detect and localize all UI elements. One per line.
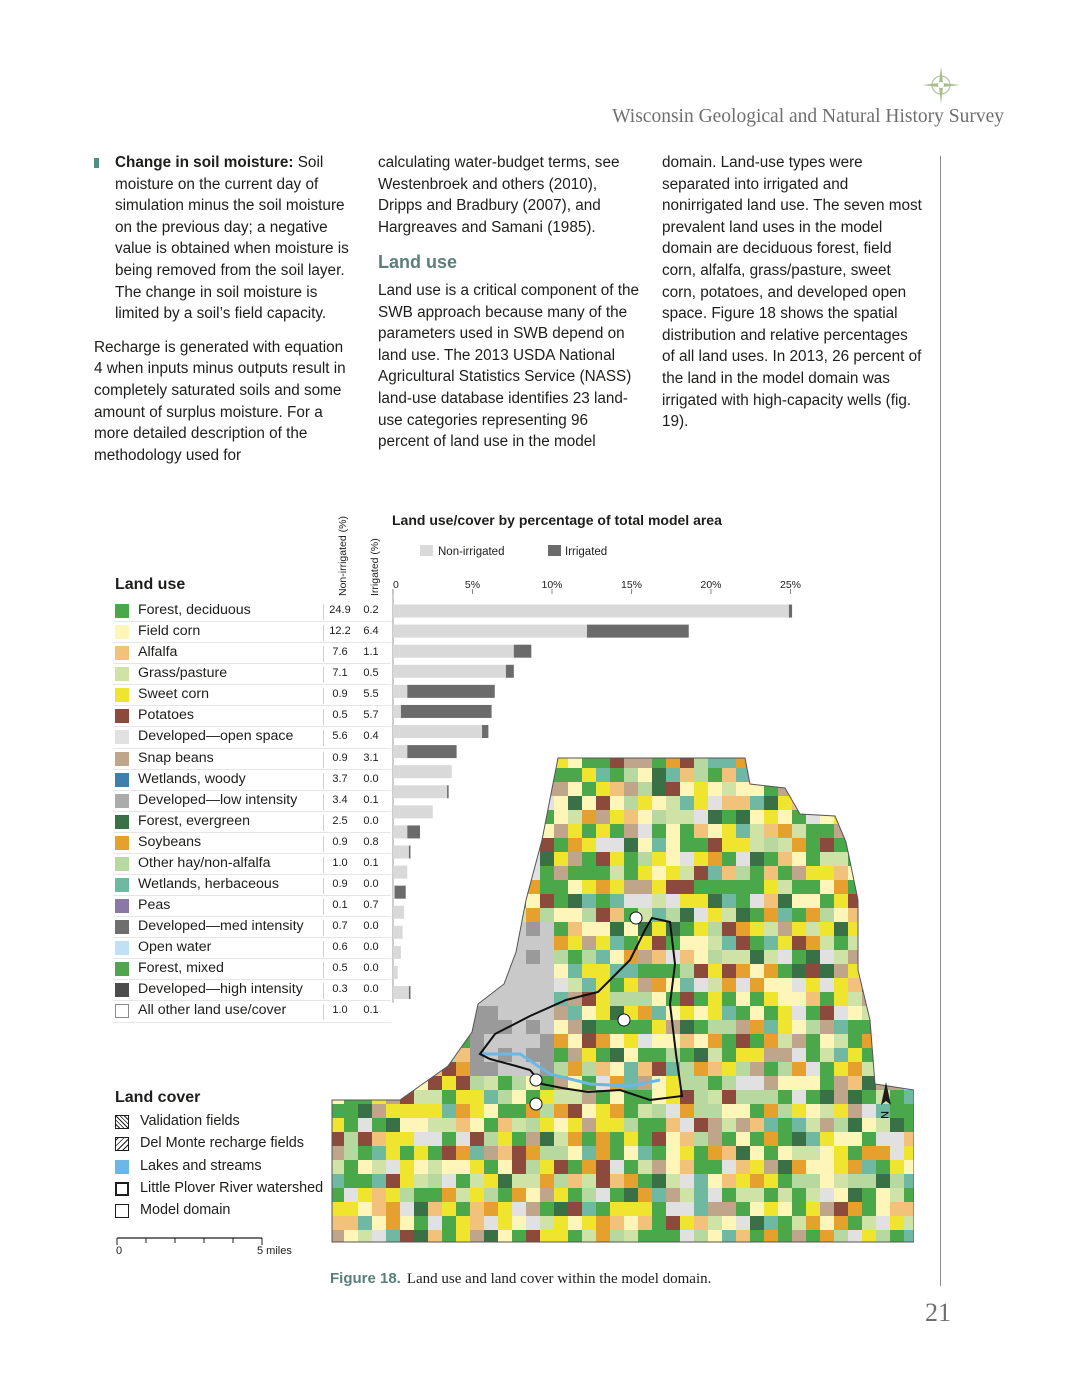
bar-non-irrigated bbox=[393, 665, 506, 678]
land-use-label: Forest, mixed bbox=[138, 960, 224, 977]
north-label: N bbox=[878, 1111, 890, 1119]
land-use-label: Potatoes bbox=[138, 707, 195, 724]
land-use-row bbox=[113, 643, 391, 664]
irrigated-value: 1.1 bbox=[363, 646, 379, 659]
caption-text: Land use and land cover within the model domain. bbox=[406, 1271, 712, 1287]
land-use-swatch bbox=[115, 646, 129, 660]
irrigated-value: 0.0 bbox=[363, 878, 379, 891]
irrigated-value: 0.1 bbox=[363, 1004, 379, 1017]
land-use-map bbox=[330, 751, 914, 1246]
x-tick-label: 10% bbox=[541, 579, 563, 591]
land-cover-label: Little Plover River watershed bbox=[140, 1179, 324, 1196]
land-cover-title: Land cover bbox=[115, 1089, 201, 1106]
delmonte-hatch-icon bbox=[115, 1137, 129, 1151]
land-cover-label: Del Monte recharge fields bbox=[140, 1135, 304, 1152]
irrigated-value: 0.5 bbox=[363, 667, 379, 680]
land-use-row bbox=[113, 664, 391, 685]
bar-non-irrigated bbox=[393, 625, 587, 638]
bar-irrigated bbox=[506, 665, 514, 678]
column-header-non-irrigated: Non-irrigated (%) bbox=[337, 516, 349, 596]
land-use-swatch bbox=[115, 667, 129, 681]
land-use-row bbox=[113, 706, 391, 727]
bullet-marker bbox=[94, 158, 99, 168]
land-use-label: Sweet corn bbox=[138, 686, 209, 703]
land-use-swatch bbox=[115, 878, 129, 892]
figure-caption bbox=[330, 1270, 711, 1288]
non-irrigated-value: 5.6 bbox=[323, 730, 356, 746]
non-irrigated-value: 3.7 bbox=[323, 773, 356, 789]
land-use-label: Developed—high intensity bbox=[138, 981, 303, 998]
x-tick-label: 15% bbox=[620, 579, 643, 591]
paragraph: calculating water-budget terms, see Westenbroek and others (2010), Dripps and Bradbury (2007), and Hargreaves and Samani (1985). bbox=[378, 154, 620, 236]
irrigated-value: 0.0 bbox=[363, 920, 379, 933]
x-tick-label: 25% bbox=[779, 579, 802, 591]
caption-label: Figure 18. bbox=[330, 1270, 401, 1287]
watershed-outline-icon bbox=[115, 1182, 129, 1196]
land-use-swatch bbox=[115, 857, 129, 871]
page-number: 21 bbox=[925, 1298, 951, 1327]
land-use-swatch bbox=[115, 983, 129, 997]
non-irrigated-value: 7.1 bbox=[323, 667, 356, 683]
non-irrigated-value: 0.9 bbox=[323, 688, 356, 704]
land-cover-item bbox=[113, 1112, 353, 1134]
margin-rule bbox=[940, 156, 941, 1286]
text-column-1 bbox=[94, 152, 352, 466]
land-use-label: Forest, evergreen bbox=[138, 812, 250, 829]
non-irrigated-value: 2.5 bbox=[323, 815, 356, 831]
non-irrigated-value: 0.1 bbox=[323, 899, 356, 915]
land-use-swatch bbox=[115, 709, 129, 723]
irrigated-value: 0.0 bbox=[363, 962, 379, 975]
land-use-row bbox=[113, 685, 391, 706]
non-irrigated-value: 24.9 bbox=[323, 604, 356, 620]
paragraph: Land use is a critical component of the SWB approach because many of the parameters used in SWB depend on land use. The 2013 USDA National Agricultural Statistics Service (NASS) land-use database identifies 23 land-use categories representing 96 percent of land use in the model bbox=[378, 281, 640, 451]
text-column-2 bbox=[378, 152, 640, 453]
non-irrigated-value: 0.5 bbox=[323, 709, 356, 725]
map-mosaic bbox=[330, 751, 914, 1246]
non-irrigated-value: 7.6 bbox=[323, 646, 356, 662]
land-use-swatch bbox=[115, 752, 129, 766]
land-use-swatch bbox=[115, 899, 129, 913]
irrigated-value: 0.2 bbox=[363, 604, 379, 616]
irrigated-value: 6.4 bbox=[363, 625, 379, 638]
land-use-swatch bbox=[115, 688, 129, 702]
irrigated-value: 0.1 bbox=[363, 793, 379, 806]
land-use-label: Developed—med intensity bbox=[138, 918, 304, 935]
bar-irrigated bbox=[514, 645, 531, 658]
land-use-label: Open water bbox=[138, 939, 212, 956]
bar-irrigated bbox=[482, 725, 488, 738]
bar-non-irrigated bbox=[393, 725, 482, 738]
non-irrigated-value: 1.0 bbox=[323, 1004, 356, 1020]
non-irrigated-value: 0.5 bbox=[323, 962, 356, 978]
recharge-field-marker bbox=[530, 1074, 542, 1086]
scale-bar bbox=[116, 1236, 266, 1246]
land-use-swatch bbox=[115, 794, 129, 808]
land-cover-label: Validation fields bbox=[140, 1113, 240, 1129]
land-use-label: Developed—open space bbox=[138, 728, 294, 745]
land-use-row bbox=[113, 727, 391, 748]
legend-swatch-non-irrigated bbox=[420, 545, 433, 556]
legend-label-non-irrigated: Non-irrigated bbox=[438, 546, 505, 558]
legend-swatch-irrigated bbox=[548, 545, 561, 556]
bar-irrigated bbox=[401, 705, 492, 718]
irrigated-value: 0.1 bbox=[363, 856, 379, 869]
non-irrigated-value: 0.7 bbox=[323, 920, 356, 936]
land-use-swatch bbox=[115, 836, 129, 850]
non-irrigated-value: 0.9 bbox=[323, 836, 356, 852]
bullet-text: Soil moisture on the current day of simulation minus the soil moisture on the previous day; a negative value is obtained when moisture is being removed from the soil layer. The change in soil moisture is limited by a soil’s field capacity. bbox=[115, 154, 349, 323]
land-use-label: Developed—low intensity bbox=[138, 791, 298, 808]
bar-non-irrigated bbox=[393, 685, 407, 698]
paragraph: Recharge is generated with equation 4 when inputs minus outputs result in completely saturated soils and some amount of surplus moisture. For a more detailed description of the methodology used for bbox=[94, 338, 346, 464]
land-use-swatch bbox=[115, 941, 129, 955]
irrigated-value: 5.5 bbox=[363, 688, 379, 701]
land-use-swatch bbox=[115, 773, 129, 787]
land-cover-item bbox=[113, 1179, 353, 1201]
land-use-swatch bbox=[115, 1004, 129, 1018]
non-irrigated-value: 12.2 bbox=[323, 625, 356, 641]
non-irrigated-value: 0.3 bbox=[323, 983, 356, 999]
paragraph: domain. Land-use types were separated into irrigated and nonirrigated land use. The seven most prevalent land uses in the model domain are deciduous forest, field corn, alfalfa, grass/pasture, sweet corn, potatoes, and developed open space. Figure 18 shows the spatial distribution and relative percentages of all land uses. In 2013, 26 percent of the land in the model domain was irrigated with high-capacity wells (fig. 19). bbox=[662, 154, 922, 431]
recharge-field-marker bbox=[630, 912, 642, 924]
irrigated-value: 0.0 bbox=[363, 814, 379, 827]
land-use-row bbox=[113, 601, 391, 622]
x-tick-label: 0 bbox=[393, 579, 399, 591]
land-cover-label: Lakes and streams bbox=[140, 1157, 262, 1174]
land-use-title: Land use bbox=[115, 576, 186, 593]
water-swatch-icon bbox=[115, 1160, 129, 1174]
non-irrigated-value: 0.6 bbox=[323, 941, 356, 957]
north-arrow-icon bbox=[877, 1081, 895, 1123]
land-use-swatch bbox=[115, 815, 129, 829]
land-use-label: Wetlands, herbaceous bbox=[138, 876, 279, 893]
legend-label-irrigated: Irrigated bbox=[565, 546, 608, 558]
land-use-row bbox=[113, 622, 391, 643]
bullet-item bbox=[94, 152, 352, 325]
non-irrigated-value: 1.0 bbox=[323, 857, 356, 873]
land-use-label: Grass/pasture bbox=[138, 665, 228, 682]
land-cover-item bbox=[113, 1134, 353, 1156]
bar-non-irrigated bbox=[393, 605, 789, 618]
land-use-label: Wetlands, woody bbox=[138, 770, 246, 787]
irrigated-value: 0.0 bbox=[363, 983, 379, 996]
land-use-label: Soybeans bbox=[138, 833, 202, 850]
land-use-label: Peas bbox=[138, 897, 171, 914]
land-use-swatch bbox=[115, 962, 129, 976]
scale-end-label: 5 miles bbox=[257, 1245, 292, 1257]
bar-irrigated bbox=[587, 625, 689, 638]
header-organization: Wisconsin Geological and Natural History Survey bbox=[612, 106, 1004, 127]
non-irrigated-value: 3.4 bbox=[323, 794, 356, 810]
land-use-label: Alfalfa bbox=[138, 644, 178, 661]
model-domain-outline-icon bbox=[115, 1204, 129, 1218]
x-tick-label: 5% bbox=[464, 579, 481, 591]
irrigated-value: 0.7 bbox=[363, 899, 379, 912]
land-use-label: Snap beans bbox=[138, 749, 214, 766]
x-tick-label: 20% bbox=[700, 579, 722, 591]
irrigated-value: 0.8 bbox=[363, 835, 379, 848]
non-irrigated-value: 0.9 bbox=[323, 752, 356, 768]
chart-title: Land use/cover by percentage of total model area bbox=[392, 512, 722, 528]
land-cover-item bbox=[113, 1157, 353, 1179]
land-use-label: All other land use/cover bbox=[138, 1002, 287, 1019]
irrigated-value: 0.0 bbox=[363, 941, 379, 954]
validation-hatch-icon bbox=[115, 1115, 129, 1129]
irrigated-value: 5.7 bbox=[363, 709, 379, 722]
land-use-swatch bbox=[115, 625, 129, 639]
compass-rose-icon bbox=[920, 64, 962, 106]
land-use-label: Other hay/non-alfalfa bbox=[138, 854, 271, 871]
bar-irrigated bbox=[789, 605, 792, 618]
scale-start-label: 0 bbox=[116, 1245, 123, 1257]
land-use-label: Forest, deciduous bbox=[138, 602, 251, 618]
land-use-swatch bbox=[115, 730, 129, 744]
bar-non-irrigated bbox=[393, 645, 514, 658]
bullet-term: Change in soil moisture: bbox=[115, 154, 294, 171]
irrigated-value: 3.1 bbox=[363, 751, 379, 764]
land-cover-legend bbox=[113, 1112, 353, 1223]
bar-irrigated bbox=[407, 685, 494, 698]
land-cover-item bbox=[113, 1201, 353, 1223]
land-use-swatch bbox=[115, 604, 129, 618]
recharge-field-marker bbox=[530, 1098, 542, 1110]
land-use-label: Field corn bbox=[138, 623, 201, 640]
recharge-field-marker bbox=[618, 1014, 630, 1026]
land-cover-label: Model domain bbox=[140, 1202, 231, 1219]
irrigated-value: 0.4 bbox=[363, 730, 379, 743]
column-header-irrigated: Irrigated (%) bbox=[369, 538, 381, 596]
irrigated-value: 0.0 bbox=[363, 772, 379, 785]
section-heading: Land use bbox=[378, 252, 458, 273]
non-irrigated-value: 0.9 bbox=[323, 878, 356, 894]
land-use-swatch bbox=[115, 920, 129, 934]
text-column-3 bbox=[662, 152, 924, 433]
bar-non-irrigated bbox=[393, 705, 401, 718]
